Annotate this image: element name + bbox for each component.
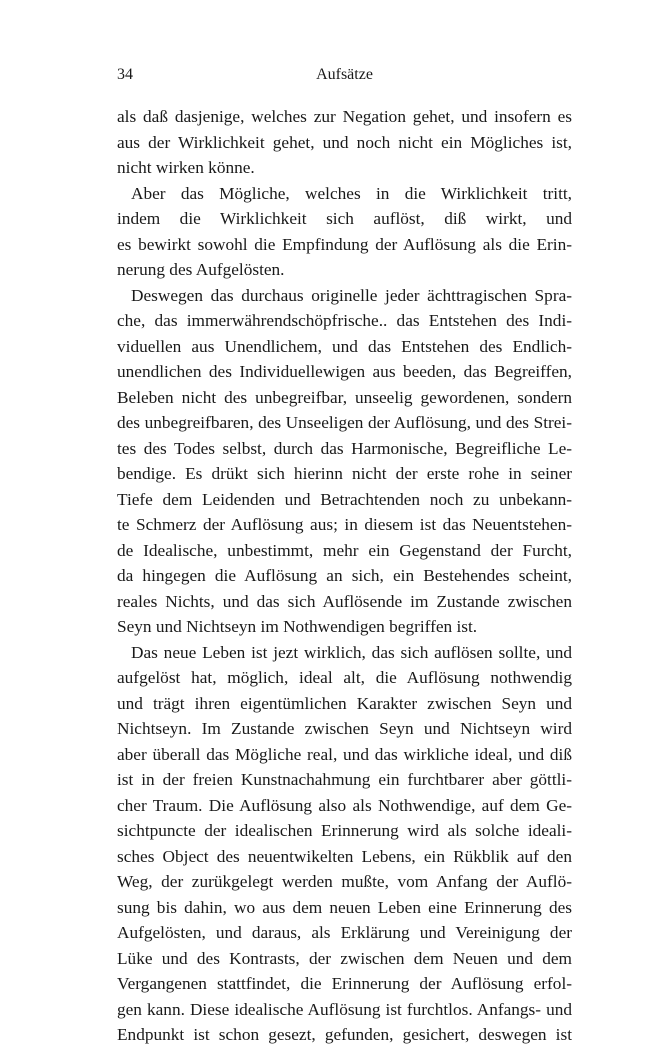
body-text (117, 104, 572, 1048)
text-line: Lüke und des Kontrasts, der zwischen dem Neuen und dem (117, 948, 572, 968)
text-line: Weg, der zurükgelegt werden mußte, vom Anfang der Auflö- (117, 872, 572, 891)
text-line: viduellen aus Unendlichem, und das Entstehen des Endlich- (117, 336, 572, 356)
text-line: Tiefe dem Leidenden und Betrachtenden noch zu unbekann- (117, 489, 572, 509)
text-line: des unbegreifbaren, des Unseeligen der Auflösung, und des Strei- (117, 413, 572, 432)
text-line: ist in der freien Kunstnachahmung ein furchtbarer aber göttli- (117, 770, 572, 789)
page-header (117, 66, 572, 90)
text-line: indem die Wirklichkeit sich auflöst, diß wirkt, und (117, 209, 572, 228)
text-line: Nichtseyn. Im Zustande zwischen Seyn und Nichtseyn wird (117, 719, 572, 738)
text-line: gen kann. Diese idealische Auflösung ist furchtlos. Anfangs- und (117, 999, 572, 1019)
text-line: sung bis dahin, wo aus dem neuen Leben eine Erinnerung des (117, 897, 572, 917)
text-line: aber überall das Mögliche real, und das wirkliche ideal, und diß (117, 744, 572, 764)
text-line: sches Object des neuentwikelten Lebens, ein Rükblik auf den (117, 846, 572, 866)
text-line: unendlichen des Individuellewigen aus beeden, das Begreiffen, (117, 362, 572, 381)
text-line: reales Nichts, und das sich Auflösende im Zustande zwischen (117, 591, 572, 611)
text-line: nerung des Aufgelösten. (117, 260, 285, 279)
text-line: te Schmerz der Auflösung aus; in diesem ist das Neuentstehen- (117, 515, 572, 534)
text-line: de Idealische, unbestimmt, mehr ein Gegenstand der Furcht, (117, 540, 572, 560)
text-line: sichtpuncte der idealischen Erinnerung wird als solche ideali- (117, 821, 572, 840)
text-line: Das neue Leben ist jezt wirklich, das sich auflösen sollte, und (131, 642, 572, 662)
text-line: nicht wirken könne. (117, 158, 255, 177)
text-line: Seyn und Nichtseyn im Nothwendigen begriffen ist. (117, 617, 478, 636)
text-line: da hingegen die Auflösung an sich, ein Bestehendes scheint, (117, 566, 572, 585)
text-line: Vergangenen stattfindet, die Erinnerung der Auflösung erfol- (117, 974, 572, 993)
text-line: es bewirkt sowohl die Empfindung der Auflösung als die Erin- (117, 234, 572, 254)
text-line: und trägt ihren eigentümlichen Karakter zwischen Seyn und (117, 693, 572, 713)
text-line: Aufgelösten, und daraus, als Erklärung und Vereinigung der (117, 923, 572, 942)
text-line: aus der Wirklichkeit gehet, und noch nicht ein Mögliches ist, (117, 132, 572, 152)
text-line: als daß dasjenige, welches zur Negation gehet, und insofern es (117, 107, 572, 126)
text-line: bendige. Es drükt sich hierinn nicht der erste rohe in seiner (117, 464, 572, 483)
text-line: tes des Todes selbst, durch das Harmonische, Begreifliche Le- (117, 438, 572, 458)
page-number: 34 (117, 66, 133, 83)
text-line: che, das immerwährendschöpfrische.. das Entstehen des Indi- (117, 311, 572, 330)
text-line: Endpunkt ist schon gesezt, gefunden, gesichert, deswegen ist (117, 1025, 572, 1044)
running-title: Aufsätze (316, 66, 373, 83)
text-line: Beleben nicht des unbegreifbar, unseelig gewordenen, sondern (117, 387, 572, 407)
text-line: aufgelöst hat, möglich, ideal alt, die Auflösung nothwendig (117, 668, 572, 687)
text-line: Deswegen das durchaus originelle jeder ächttragischen Spra- (131, 285, 572, 305)
text-line: Aber das Mögliche, welches in die Wirklichkeit tritt, (131, 183, 572, 203)
text-line: cher Traum. Die Auflösung also als Nothwendige, auf dem Ge- (117, 795, 572, 815)
